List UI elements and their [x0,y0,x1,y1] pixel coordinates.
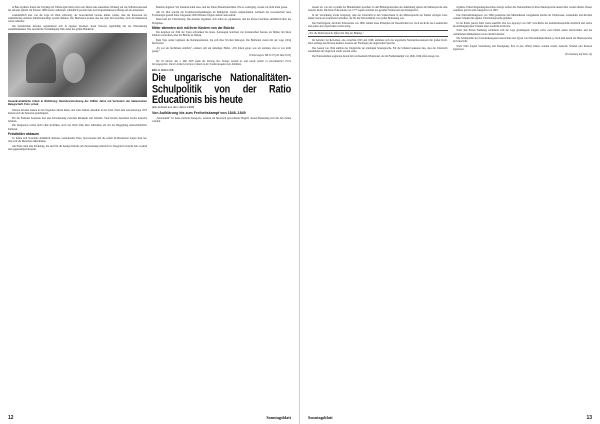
body-paragraph: „Es war ein furchtbarer Anblick“, erinnert sich ein damaliger Helfer. „Wir haben getan, was wir konnten, aber es war nicht genug.“ [152,46,291,53]
article-headline: Die ungarische Nationalitäten-Schulpolitik von der Ratio Educationis bis heute [152,72,291,106]
right-page-column-2 [453,6,593,406]
right-page [300,0,600,424]
body-paragraph: in Bau ergriffen, hatten die Vorgänge im Volkswagen-Werk schon seit Jahren eine erkennbare Wirkung auf das Selbstbewusstsein der Arbeiter gehabt. Im Februar 1969 wurde verhandelt, schließlich gewann man auch Zugeständnisse in Bezug auf die Arbeitszeit. [8,6,147,13]
body-paragraph: Im Zeitalter der Reformen, also zwischen 1825 und 1848, entfaltete sich das ungarische Nationalbewusstsein mit großer Kraft. Die Landtage beschlossen mehrere Gesetze zur Förderung der ungarischen Sprache. [308,39,448,46]
page-footer [308,415,592,421]
article-photo [8,33,147,97]
section-subhead: Mitter stimmten sich mit ihren Kindern von der Brücke [152,25,235,30]
right-page-column-1 [308,6,448,406]
publication-name: Sonntagsblatt [308,415,333,420]
continuation-note: (Fortsetzung auf Seite 14) [564,52,592,56]
body-paragraph: In der Praxis jedoch blieb vieles unerfüllt. Die Lex Apponyi von 1907 verschärfte die Assimilationspolitik erheblich und stellte die nichtungarischen Schulen unter staatliche Kontrolle. [452,21,592,28]
body-paragraph: Betriebe abgeben. Wir bekamen dafür neue, und nur bittere Bauarbeiterlöhne. Wie es weiterging, wissen wir nicht mehr genau. [156,6,288,9]
body-paragraph: Die Integration verlief nicht ohne Konflikte, doch das Werk blieb über Jahrzehnte ein Ort der Begegnung unterschiedlicher Kulturen. [8,124,147,131]
photo-caption: Gewerkschaftliche Arbeit in Wolfsburg: Betriebsratssitzung der 1960er Jahre mit Vertretern der italienischen Belegschaft. Foto: privat [8,99,147,106]
body-paragraph: Das Gesetz von 1844 erklärte das Ungarische zur alleinigen Staatssprache. Für die Schulen bedeutete dies, dass der Unterricht zunehmend auf Ungarisch erteilt werden sollte. [308,47,448,54]
body-paragraph: Die italienischen Arbeiter organisierten sich in eigenen Vereinen, deren Vertreter regelmäßig mit der Werksleitung zusammenkamen. Die sprachliche Verständigung blieb dabei das größte Hindernis. [8,24,147,31]
section-title: Von Aufklärung bis zum Freiheitskampf von 1848–1849 [152,111,246,116]
left-page-column-2 [152,6,291,406]
article-dek: (Ein Aufsatz aus dem Jahre 1990) [152,104,195,109]
page-number: 12 [8,415,14,421]
body-paragraph: In der Verordnung wurde festgelegt, dass der Unterricht in den Volksschulen in der Muttersprache der Kinder erfolgen solle. Damit wurde ein Grundsatz formuliert, der für die Nationalitäten von großer Bedeutung war. [308,13,448,20]
body-paragraph: ergänzte. Einem Regierungsbeschluss zufolge sollten alle Nationalitäten in ihrer Muttersprache unterrichtet werden dürfen. Dieser Grundsatz galt bis zum Ausgleich von 1867. [452,6,592,13]
body-paragraph: „Nationalität“ ist keine statische Kategorie, sondern ein historisch gewachsener Begriff, dessen Bedeutung sich mit den Zeiten wandelt. [152,117,291,124]
body-paragraph: So ließen sich Vorurteile allmählich abbauen. Gemeinsame Feste, Sportvereine und die Arbeit im Betriebsrat trugen dazu bei, dass sich die Menschen näherkamen. [8,136,147,144]
body-paragraph: Nach dem Ersten Weltkrieg veränderte sich die Lage grundlegend. Ungarn verlor zwei Drittel seines Territoriums, und die verbliebenen Minderheiten waren deutlich kleiner. [452,29,592,36]
section-subhead: Feindbilder abbauen [8,131,40,136]
editor-note: Vor 20 Jahren: Am 1. Mai 1995 nahm die Zeitung ihre heutige Gestalt an und wurde seither in unveränderter Form herausgegeben. Dieser Artikel erschien erstmals in der Sonderausgabe zum Jubiläum. [152,59,291,66]
body-paragraph: Nach 1945 folgten Vertreibung und Enteignung. Erst in den 1950er Jahren wurden wieder deutsche Schulen und Klassen zugelassen. [452,44,592,52]
body-paragraph: Dem Tage später beginnen die Rettungsarbeiten, die sich über Wochen hinzogen. Die Behörden waren mit der Lage völlig überfordert. [152,38,291,45]
page-footer [8,415,291,421]
body-paragraph: dessen wir von der Loyalität der Minderheiten sprechen. In den Bildungsreformen der Aufklärung spielte die Muttersprache eine zentrale Rolle: Die Ratio Educationis von 1777 regelte erstmals das gesamte Schulwesen des Königreichs. [308,6,448,13]
body-paragraph: Das Nationalitätengesetz von 1868 garantierte den Minderheiten weitgehende Rechte im Schulwesen. Gemeinden und Kirchen konnten Schulen mit eigener Unterrichtssprache gründen. [452,13,592,20]
source-citation: Erinnerungen: BP 213/3 (28. Mai 2015) [249,54,291,58]
pull-quote: „Nur die Muttersprache öffnet den Weg zur Bildung.“ [308,30,448,37]
body-paragraph: Weitere Arbeiter kamen in den folgenden Jahren hinzu, und viele blieben dauerhaft in der Stadt. Nach dem Anwerbestopp 1973 änderte sich die Situation grundlegend. [8,108,147,115]
left-page-column-1 [8,6,147,406]
publication-name: Sonntagsblatt [266,415,291,420]
body-paragraph: Für die Familien bedeutete dies eine Entscheidung zwischen Rückkehr und Verbleib. Viele Kinder besuchten bereits deutsche Schulen. [8,116,147,123]
body-paragraph: Dann kam der Umschwung: Die Arbeiter begannen, sich selbst zu organisieren, und die Presse berichtete ausführlich über die Ereignisse. [152,18,291,25]
article-author: BÉLA HOLLÓS [152,69,174,72]
page-number: 13 [586,415,592,421]
body-paragraph: Die Nationalitäten reagierten darauf mit wachsendem Widerstand, der im Freiheitskampf von 1848–1849 offen zutage trat. [312,54,440,58]
body-paragraph: Am 24. Mai wurden die Koalitionsverhandlungen im Ruhrgebiet wieder aufgenommen, nachdem die Gewerkschaft neue Forderungen gestellt hatte. Insgesamt 2200 Offiziere folgten damals dem Aufruf. [152,10,291,17]
body-paragraph: Grundsätzlich aber war die Lage im Werk schwierig; die Gewerkschaft betonte immer wieder, dass die Interessen der ausländischen Arbeiter mitberücksichtigt werden müssten. Der Betriebsrat konnte dies nur zum Teil erreichen, doch die Diskussion wurde lebhafter. [8,13,147,24]
body-paragraph: Am Ende stand eine Erfahrung, die auch für die heutige Debatte um Zuwanderung lehrreich ist: Integration braucht Zeit, Geduld und gegenseitigen Respekt. [8,144,147,151]
body-paragraph: Die Schulpolitik der Zwischenkriegszeit unterschied drei Typen von Nationalitätenschulen, je nach dem Anteil der Muttersprache am Unterricht. [452,37,592,44]
body-paragraph: Die Angaben zur Zahl der Toten schwanken bis heute. Zeitzeugen berichten von dramatischen Szenen, als Mütter mit ihren Kindern versuchten, über die Brücke zu fliehen. [152,31,291,38]
body-paragraph: Die Nachfolgerin, die Ratio Educationis von 1806, behielt diese Prinzipien im Wesentlichen bei, doch die Rolle des Lateinischen und später des Ungarischen wuchs stetig. [308,21,448,28]
